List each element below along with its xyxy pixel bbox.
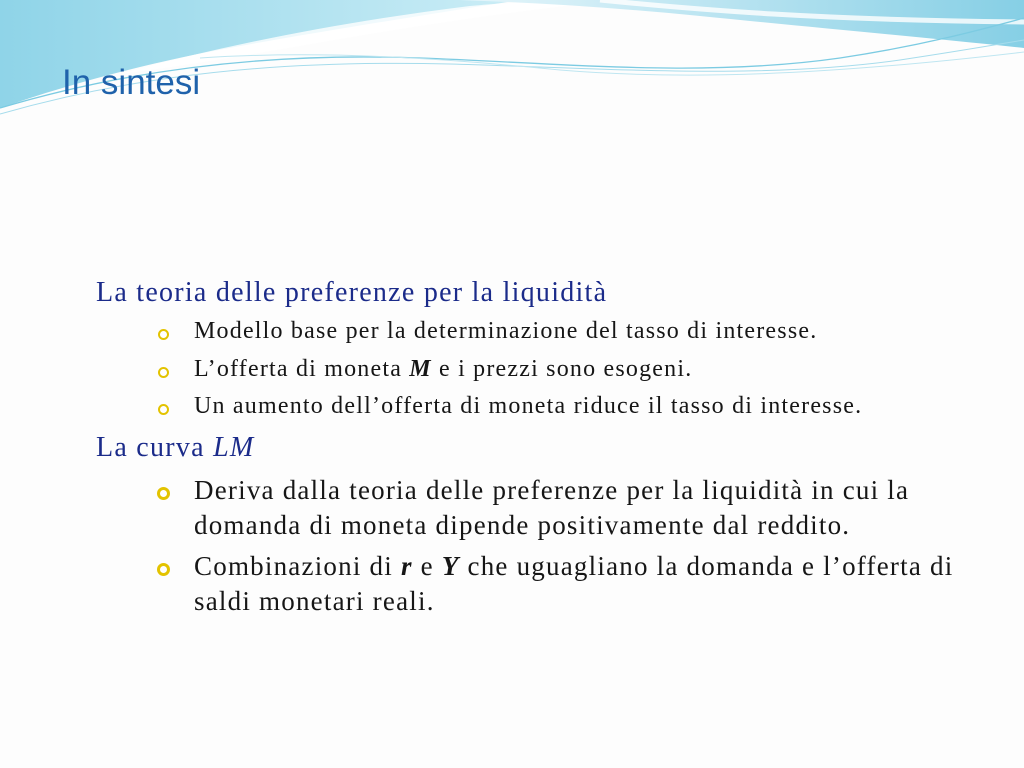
section-heading-lm-curve <box>96 431 254 465</box>
circle-outline-bullet-icon <box>157 487 170 500</box>
math-symbol: M <box>409 356 432 382</box>
circle-outline-bullet-icon <box>158 329 169 340</box>
text-run: e i prezzi sono esogeni. <box>431 356 693 382</box>
text-run: Combinazioni di <box>194 550 401 581</box>
list-item-text <box>194 549 953 619</box>
circle-outline-bullet-icon <box>158 367 169 378</box>
slide-title: In sintesi <box>62 63 201 102</box>
list-item-line: saldi monetari reali. <box>194 585 435 616</box>
math-symbol: Y <box>441 550 460 581</box>
section-heading-liquidity-preference: La teoria delle preferenze per la liquidità <box>96 277 608 308</box>
list-item-line: Deriva dalla teoria delle preferenze per la liquidità in cui la <box>194 474 910 505</box>
text-run: che uguagliano la domanda e l’offerta di <box>459 550 954 581</box>
wave-line <box>200 52 1024 75</box>
heading-text: La curva <box>96 432 214 463</box>
text-run: L’offerta di moneta <box>194 356 410 382</box>
list-item-line: domanda di moneta dipende positivamente dal reddito. <box>194 509 851 540</box>
math-symbol: LM <box>213 432 255 463</box>
list-item-text <box>194 473 909 543</box>
math-symbol: r <box>400 550 413 581</box>
list-item-line <box>194 549 953 584</box>
circle-outline-bullet-icon <box>157 563 170 576</box>
text-run: e <box>412 550 442 581</box>
list-item-text <box>194 355 692 383</box>
list-item-text: Modello base per la determinazione del tasso di interesse. <box>194 318 818 344</box>
circle-outline-bullet-icon <box>158 404 169 415</box>
list-item-text: Un aumento dell’offerta di moneta riduce il tasso di interesse. <box>194 393 863 419</box>
